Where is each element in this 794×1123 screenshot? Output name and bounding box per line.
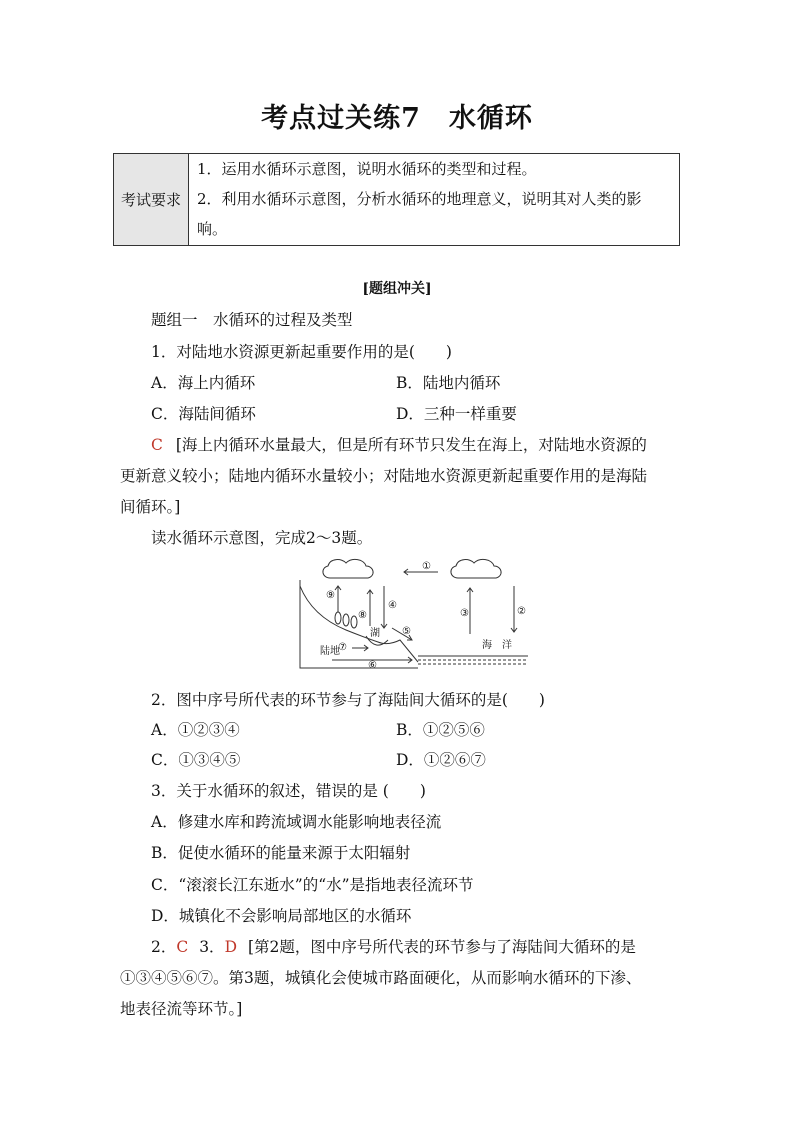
requirements-table (113, 153, 680, 246)
label-9: ⑨ (326, 590, 335, 601)
label-land: 陆地 (320, 646, 340, 657)
q3-option-c: C．“滚滚长江东逝水”的“水”是指地表径流环节 (151, 876, 474, 894)
label-lake: 湖 (370, 628, 380, 639)
requirement-item: 2．利用水循环示意图，分析水循环的地理意义，说明其对人类的影响。 (197, 190, 642, 238)
answers-explanation-line: ①③④⑤⑥⑦。第3题，城镇化会使城市路面硬化，从而影响水循环的下渗、 (120, 969, 642, 987)
q3-answer: D (224, 938, 237, 956)
label-4: ④ (388, 600, 397, 611)
section-header: [题组冲关] (362, 281, 432, 297)
q1-answer: C (151, 436, 163, 454)
label-ocean: 海 洋 (482, 640, 512, 651)
q2-option-c: C．①③④⑤ (151, 751, 241, 769)
answers-explanation-line: 地表径流等环节。] (120, 1000, 243, 1018)
q1-stem: 1．对陆地水资源更新起重要作用的是( ) (151, 343, 452, 361)
requirements-label: 考试要求 (114, 154, 189, 245)
q1-option-c: C．海陆间循环 (151, 405, 256, 423)
q1-explanation-text: [海上内循环水量最大，但是所有环节只发生在海上，对陆地水资源的 (175, 436, 647, 454)
cloud-left (323, 559, 373, 578)
label-7: ⑦ (338, 642, 347, 653)
q1-option-a: A．海上内循环 (151, 374, 256, 392)
q3-option-a: A．修建水库和跨流域调水能影响地表径流 (151, 813, 442, 831)
q1-explanation-line: 间循环。] (120, 498, 181, 516)
answers-explanation: [第2题，图中序号所代表的环节参与了海陆间大循环的是 (247, 938, 636, 956)
q2-answer: C (176, 938, 189, 956)
label-2: ② (517, 606, 526, 617)
label-5: ⑤ (402, 626, 411, 637)
cloud-right (451, 559, 501, 578)
page-title: 考点过关练7 水循环 (261, 103, 533, 134)
q2-option-a: A．①②③④ (151, 721, 240, 739)
label-3: ③ (460, 608, 469, 619)
q1-explanation-line (151, 433, 647, 455)
group-title: 题组一 水循环的过程及类型 (151, 311, 353, 329)
q3-option-d: D．城镇化不会影响局部地区的水循环 (151, 907, 412, 925)
q1-explanation-line: 更新意义较小；陆地内循环水量较小；对陆地水资源更新起重要作用的是海陆 (120, 467, 648, 485)
label-6: ⑥ (368, 660, 377, 671)
requirement-item: 1．运用水循环示意图，说明水循环的类型和过程。 (197, 160, 537, 178)
label-1: ① (422, 561, 431, 572)
q2-stem: 2．图中序号所代表的环节参与了海陆间大循环的是( ) (151, 691, 545, 709)
answers-line (151, 935, 636, 957)
q3-stem: 3．关于水循环的叙述，错误的是 ( ) (151, 782, 426, 800)
land-frame (300, 580, 418, 668)
q3-number: 3． (199, 938, 225, 956)
water-cycle-diagram (292, 556, 532, 672)
label-8: ⑧ (358, 610, 367, 621)
q1-option-b: B．陆地内循环 (396, 374, 501, 392)
q2-option-d: D．①②⑥⑦ (396, 751, 486, 769)
q3-option-b: B．促使水循环的能量来源于太阳辐射 (151, 844, 411, 862)
read-prompt: 读水循环示意图，完成2～3题。 (151, 529, 373, 547)
q1-option-d: D．三种一样重要 (396, 405, 517, 423)
q2-option-b: B．①②⑤⑥ (396, 721, 485, 739)
q2-number: 2． (151, 938, 177, 956)
land-slope (300, 586, 418, 662)
requirements-body (189, 154, 679, 245)
